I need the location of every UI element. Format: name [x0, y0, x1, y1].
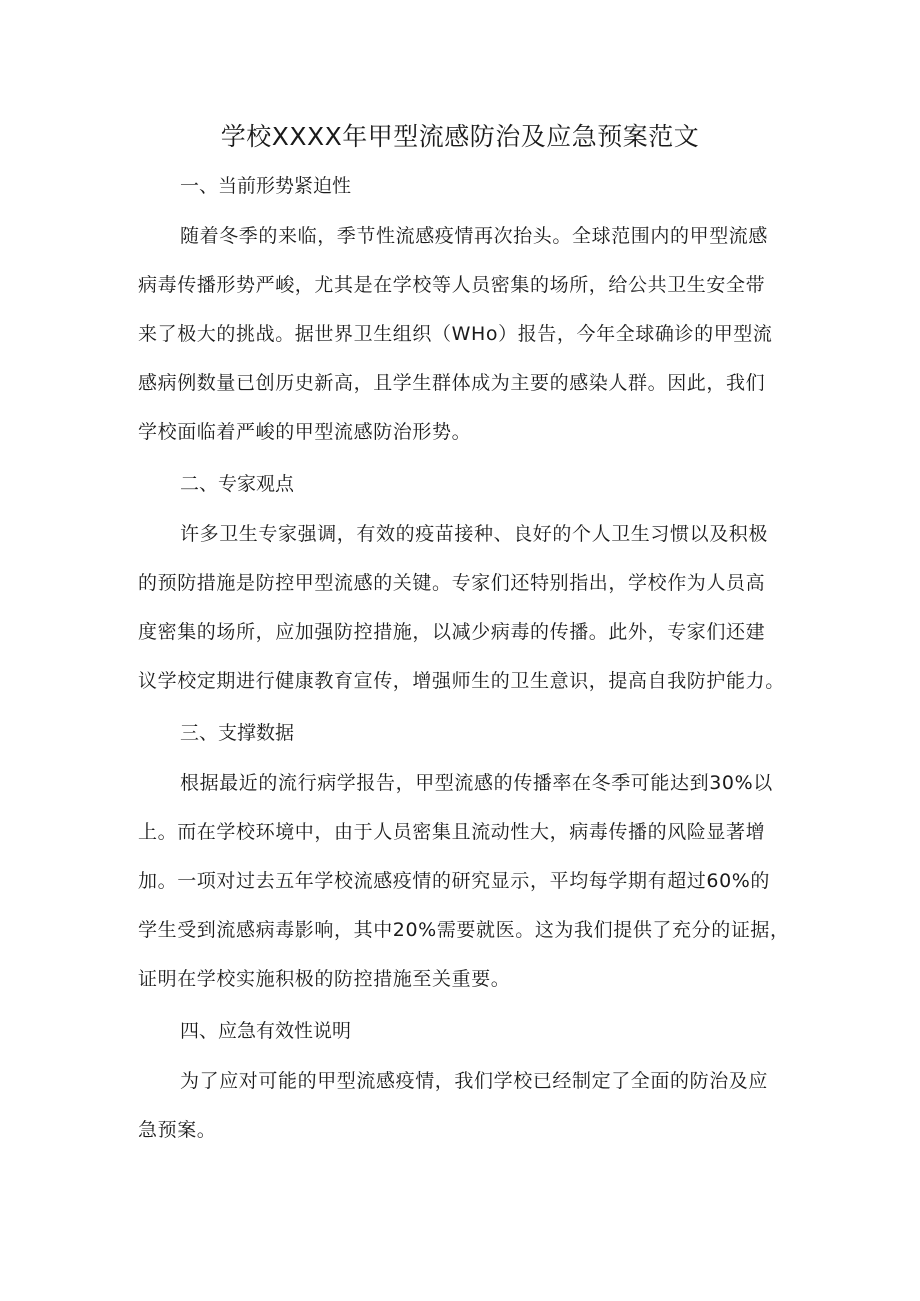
paragraph-line: 来了极大的挑战。据世界卫生组织（WHo）报告，今年全球确诊的甲型流	[138, 323, 773, 345]
paragraph-line: 上。而在学校环境中，由于人员密集且流动性大，病毒传播的风险显著增	[138, 821, 766, 843]
paragraph-line: 学生受到流感病毒影响，其中20%需要就医。这为我们提供了充分的证据，	[138, 919, 790, 941]
section-heading: 四、应急有效性说明	[180, 1020, 352, 1042]
paragraph-line: 为了应对可能的甲型流感疫情，我们学校已经制定了全面的防治及应	[180, 1070, 769, 1092]
section-paragraph	[138, 1057, 790, 1155]
paragraph-line: 的预防措施是防控甲型流感的关键。专家们还特别指出，学校作为人员高	[138, 572, 766, 594]
document-body	[138, 165, 790, 1161]
section-supporting-data	[138, 712, 790, 1004]
section-paragraph	[138, 759, 790, 1004]
paragraph-line: 病毒传播形势严峻，尤其是在学校等人员密集的场所，给公共卫生安全带	[138, 274, 766, 296]
paragraph-line: 根据最近的流行病学报告，甲型流感的传播率在冬季可能达到30%以	[180, 772, 773, 794]
paragraph-line: 议学校定期进行健康教育宣传，增强师生的卫生意识，提高自我防护能力。	[138, 670, 785, 692]
document-title: 学校XXXX年甲型流感防治及应急预案范文	[220, 122, 700, 151]
paragraph-line: 度密集的场所，应加强防控措施，以减少病毒的传播。此外，专家们还建	[138, 621, 766, 643]
section-paragraph	[138, 510, 790, 706]
section-paragraph	[138, 212, 790, 457]
paragraph-line: 许多卫生专家强调，有效的疫苗接种、良好的个人卫生习惯以及积极	[180, 523, 769, 545]
section-emergency-effectiveness	[138, 1010, 790, 1155]
paragraph-line: 加。一项对过去五年学校流感疫情的研究显示，平均每学期有超过60%的	[138, 870, 771, 892]
paragraph-line: 急预案。	[138, 1119, 217, 1141]
section-heading: 一、当前形势紧迫性	[180, 175, 352, 197]
section-current-situation	[138, 165, 790, 457]
paragraph-line: 随着冬季的来临，季节性流感疫情再次抬头。全球范围内的甲型流感	[180, 225, 769, 247]
section-expert-opinion	[138, 463, 790, 706]
paragraph-line: 学校面临着严峻的甲型流感防治形势。	[138, 421, 472, 443]
paragraph-line: 证明在学校实施积极的防控措施至关重要。	[138, 968, 511, 990]
paragraph-line: 感病例数量已创历史新高，且学生群体成为主要的感染人群。因此，我们	[138, 372, 766, 394]
section-heading: 二、专家观点	[180, 473, 295, 495]
section-heading: 三、支撑数据	[180, 722, 295, 744]
